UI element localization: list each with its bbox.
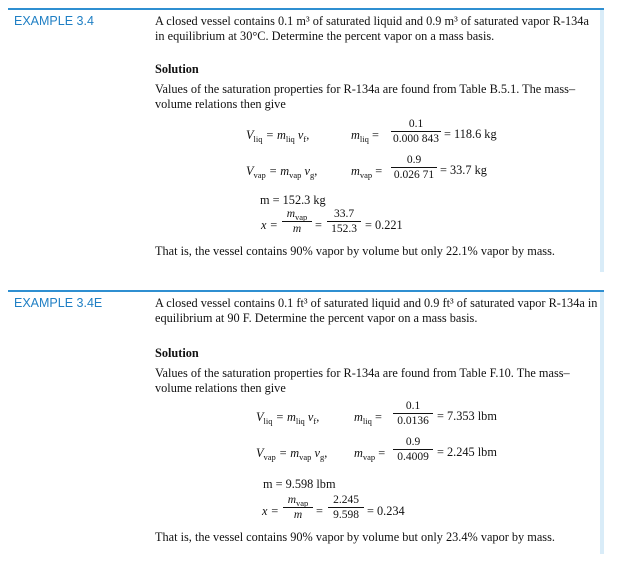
solution-text: Values of the saturation properties for R-134a are found from Table B.5.1. The mass–volume relations then give: [155, 82, 576, 111]
example-label-e: EXAMPLE 3.4E: [14, 296, 103, 310]
equals-sign-e: =: [316, 504, 323, 518]
eq-mvap-label-e: $m_{vap}$ =: [354, 446, 386, 462]
side-bar-1: [600, 10, 604, 272]
fraction-x-numeric-e: $\frac{2.245}{9.598}$: [328, 494, 364, 522]
equals-sign: =: [315, 218, 322, 232]
total-mass: m = 152.3 kg: [260, 193, 326, 207]
fraction-mvap: $\frac{0.9}{0.026 71}$: [391, 154, 437, 182]
eq-mliq-label-e: $m_{liq}$ =: [354, 410, 382, 426]
solution-heading: Solution: [155, 62, 199, 76]
conclusion: That is, the vessel contains 90% vapor by volume but only 22.1% vapor by mass.: [155, 244, 555, 258]
result-x-e: = 0.234: [367, 504, 405, 518]
fraction-mliq-e: $\frac{0.1}{0.0136}$: [393, 400, 433, 428]
top-rule-2: [8, 290, 604, 292]
result-mvap: = 33.7 kg: [440, 163, 487, 177]
eq-vvap: $V_{vap} = m_{vap}$ $v_g$,: [246, 164, 318, 180]
eq-vvap-e: $V_{vap} = m_{vap}$ $v_g$,: [256, 446, 328, 462]
result-mliq: = 118.6 kg: [444, 127, 497, 141]
problem-statement: A closed vessel contains 0.1 m³ of saturated liquid and 0.9 m³ of saturated vapor R-134a in equilibrium at 30°C. Determine the percent vapor on a mass basis.: [155, 14, 589, 43]
fraction-mliq: $\frac{0.1}{0.000 843}$: [393, 118, 439, 145]
conclusion-e: That is, the vessel contains 90% vapor by volume but only 23.4% vapor by mass.: [155, 530, 555, 544]
top-rule-1: [8, 8, 604, 10]
eq-mvap-label: $m_{vap}$ =: [351, 164, 383, 180]
eq-vliq-e: $V_{liq} = m_{liq}$ $v_f$,: [256, 410, 320, 426]
total-mass-e: m = 9.598 lbm: [263, 477, 336, 491]
fraction-x-symbolic-e: $m_{vap}$ m: [283, 494, 313, 522]
solution-text-e: Values of the saturation properties for R-134a are found from Table F.10. The mass–volume relations then give: [155, 366, 570, 395]
fraction-mvap-e: $\frac{0.9}{0.4009}$: [393, 436, 433, 464]
x-label: x =: [261, 218, 278, 232]
result-mvap-e: = 2.245 lbm: [437, 445, 497, 459]
side-bar-2: [600, 292, 604, 554]
result-x: = 0.221: [365, 218, 403, 232]
eq-mliq-label: $m_{liq}$ =: [351, 128, 379, 144]
result-mliq-e: = 7.353 lbm: [437, 409, 497, 423]
fraction-x-numeric: $\frac{33.7}{152.3}$: [327, 208, 361, 236]
x-label-e: x =: [262, 504, 279, 518]
problem-statement-e: A closed vessel contains 0.1 ft³ of saturated liquid and 0.9 ft³ of saturated vapor R-134a in equilibrium at 90 F. Determine the percent vapor on a mass basis.: [155, 296, 598, 325]
example-label: EXAMPLE 3.4: [14, 14, 94, 28]
eq-vliq: $V_{liq} = m_{liq}$ $v_f$,: [246, 128, 310, 144]
fraction-x-symbolic: $m_{vap}$ m: [282, 208, 312, 236]
solution-heading-e: Solution: [155, 346, 199, 360]
